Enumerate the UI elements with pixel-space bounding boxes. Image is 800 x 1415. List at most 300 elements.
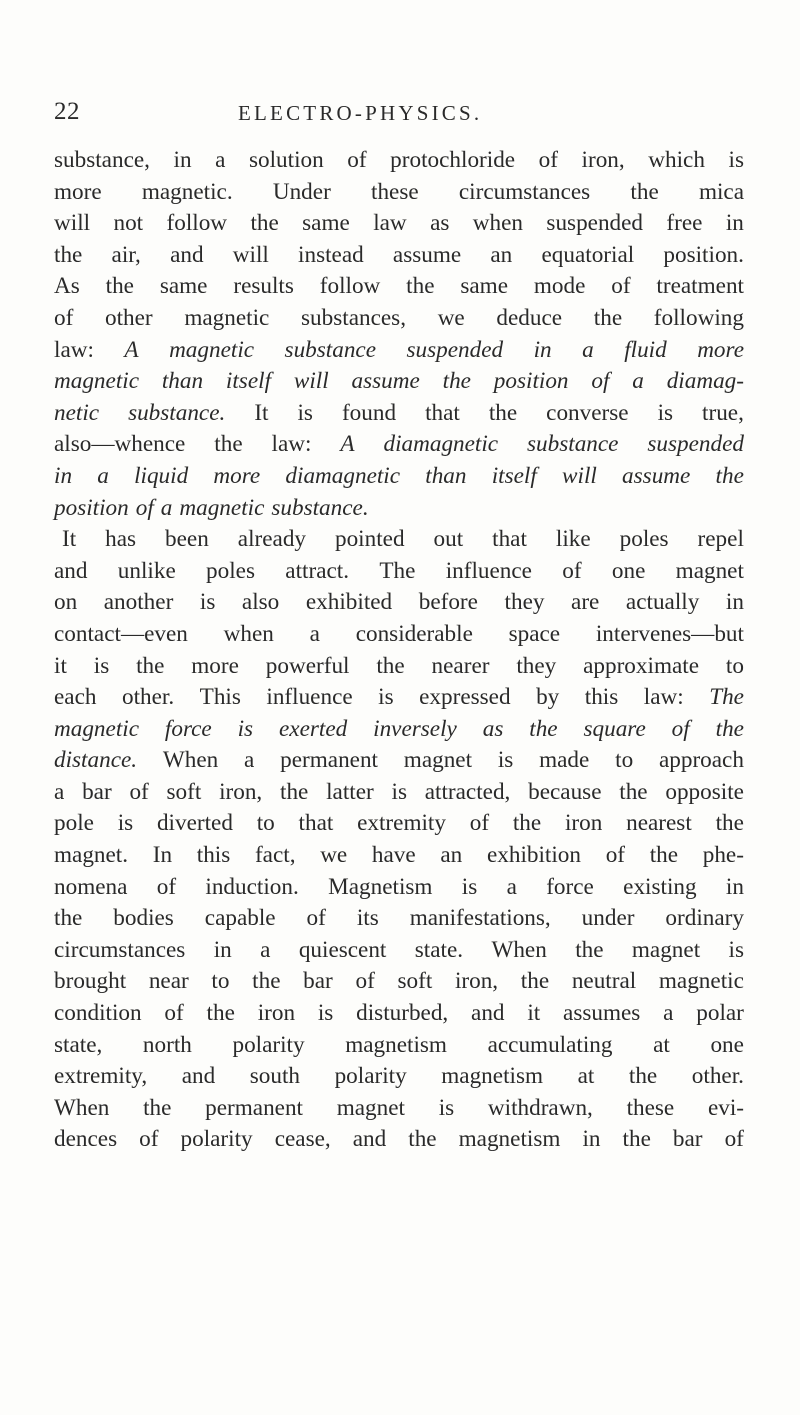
word: more <box>54 178 102 205</box>
word: unlike <box>117 557 176 584</box>
word: assume <box>351 368 420 395</box>
word: of <box>724 1126 744 1153</box>
word: like <box>555 526 591 553</box>
word: As <box>54 273 80 300</box>
text-line <box>54 651 744 683</box>
word: the <box>406 273 435 300</box>
text-line <box>54 1093 744 1125</box>
word: law: <box>643 684 684 711</box>
word: magnetism <box>458 1126 561 1153</box>
word: circumstances <box>54 936 186 963</box>
word: assumes <box>563 1000 641 1027</box>
word: influence <box>445 557 532 584</box>
word: the <box>214 431 243 458</box>
text-line <box>54 303 744 335</box>
word: mode <box>533 273 586 300</box>
word: free <box>666 210 703 237</box>
word: out <box>433 526 464 553</box>
word: existing <box>623 873 697 900</box>
word: assume <box>622 462 691 489</box>
word: law <box>373 210 407 237</box>
word: permanent <box>280 747 378 774</box>
word: than <box>161 368 204 395</box>
word: the <box>250 210 279 237</box>
word: substance <box>527 431 619 458</box>
running-head: ELECTRO-PHYSICS. <box>238 101 483 125</box>
word: the <box>136 652 165 679</box>
word: force <box>546 873 594 900</box>
word: the <box>280 778 309 805</box>
word: this <box>584 684 619 711</box>
body-text <box>54 145 744 1156</box>
word: the <box>520 968 550 995</box>
word: ordinary <box>665 905 744 932</box>
word: in <box>54 462 73 489</box>
word: The <box>709 684 744 711</box>
word: magnet <box>403 747 473 774</box>
word: polarity <box>334 1063 407 1090</box>
word: law: <box>54 336 94 363</box>
word: a <box>215 147 226 173</box>
word: the <box>488 399 518 426</box>
text-line <box>54 556 744 588</box>
word: the <box>715 715 744 742</box>
word: not <box>113 210 144 237</box>
word: approximate <box>583 652 700 679</box>
word: this <box>196 842 231 869</box>
word: the <box>206 1000 235 1027</box>
word: the <box>252 968 281 995</box>
word: fluid <box>624 336 667 363</box>
word: inversely <box>373 715 457 742</box>
word: in <box>582 1126 601 1153</box>
text-line <box>54 366 744 398</box>
word: each <box>54 684 97 711</box>
word: diamagnetic <box>285 462 401 489</box>
word: is <box>117 810 134 837</box>
word: more <box>697 336 744 363</box>
word: itself <box>225 368 272 395</box>
word: the <box>408 1126 437 1153</box>
word: also <box>241 589 280 616</box>
word: expressed <box>419 684 511 711</box>
word: magnetic <box>179 494 265 521</box>
word: law: <box>271 431 312 458</box>
word: quiescent <box>298 936 387 963</box>
word: and <box>170 241 204 268</box>
word: of <box>355 968 375 995</box>
word: The <box>379 557 416 584</box>
text-line <box>54 177 744 209</box>
word: in <box>533 336 552 363</box>
word: square <box>583 715 646 742</box>
word: more <box>213 462 261 489</box>
word: the <box>593 304 623 331</box>
word: one <box>710 1031 744 1058</box>
word: of <box>306 905 326 932</box>
text-line <box>54 966 744 998</box>
word: evi- <box>707 1094 744 1121</box>
word: when <box>472 210 524 237</box>
page-number: 22 <box>54 98 80 125</box>
text-line <box>54 335 744 367</box>
word: of <box>54 304 74 331</box>
word: the <box>376 652 405 679</box>
word: protochloride <box>390 147 516 173</box>
word: actually <box>625 589 700 616</box>
word: of <box>538 147 558 173</box>
word: iron, <box>581 147 625 173</box>
word: the <box>715 462 744 489</box>
word: an <box>440 842 463 869</box>
word: more <box>191 652 239 679</box>
word: the <box>630 178 659 205</box>
word: distance. <box>54 747 138 774</box>
word: bar <box>82 778 112 805</box>
word: Magnetism <box>328 873 433 900</box>
word: cease, <box>274 1126 331 1153</box>
word: is <box>497 747 514 774</box>
word: exerted <box>278 715 348 742</box>
word: it <box>54 652 67 679</box>
word: treatment <box>656 273 744 300</box>
word: results <box>233 273 294 300</box>
word: at <box>577 1063 595 1090</box>
word: as <box>430 210 450 237</box>
word: we <box>437 304 465 331</box>
word: of <box>611 273 631 300</box>
text-line <box>54 840 744 872</box>
word: iron <box>257 1000 296 1027</box>
word: north <box>142 1031 192 1058</box>
word: these <box>626 1094 675 1121</box>
word: the <box>143 1094 172 1121</box>
word: and <box>352 1126 387 1153</box>
text-line <box>54 935 744 967</box>
word: same <box>302 210 350 237</box>
word: considerable <box>355 620 473 647</box>
word: made <box>539 747 590 774</box>
word: a <box>260 936 271 963</box>
word: soft <box>166 778 202 805</box>
word: is <box>657 399 674 426</box>
word: repel <box>697 526 744 553</box>
word: substance <box>284 336 376 363</box>
word: magnet. <box>54 842 129 869</box>
word: dences <box>54 1126 118 1153</box>
word: When <box>491 936 547 963</box>
word: been <box>165 526 209 553</box>
word: When <box>54 1094 110 1121</box>
word: that <box>492 526 527 553</box>
word: magnetic <box>169 336 255 363</box>
word: under <box>581 905 635 932</box>
word: the <box>649 842 679 869</box>
word: that <box>298 810 334 837</box>
word: converse <box>546 399 629 426</box>
word: an <box>490 241 513 268</box>
word: pointed <box>334 526 405 553</box>
text-line <box>54 524 744 556</box>
word: condition <box>54 1000 142 1027</box>
word: instead <box>298 241 364 268</box>
word: which <box>648 147 705 173</box>
word: of <box>562 557 582 584</box>
text-line <box>54 903 744 935</box>
word: of <box>139 1126 159 1153</box>
word: will <box>293 368 329 395</box>
word: A <box>340 431 355 458</box>
word: follow <box>319 273 381 300</box>
word: capable <box>204 905 276 932</box>
word: magnetic <box>658 968 744 995</box>
text-line <box>54 429 744 461</box>
word: suspended <box>647 431 744 458</box>
word: than <box>425 462 467 489</box>
word: the <box>512 810 542 837</box>
word: of <box>591 368 610 395</box>
word: a <box>97 462 109 489</box>
word: circumstances <box>458 178 591 205</box>
word: south <box>249 1063 301 1090</box>
word: netic <box>54 399 100 426</box>
word: magnet <box>336 1094 405 1121</box>
word: position. <box>663 241 744 268</box>
word: of <box>347 147 367 173</box>
word: nearer <box>431 652 490 679</box>
word: is <box>297 399 313 426</box>
word: assume <box>392 241 462 268</box>
word: in <box>213 936 232 963</box>
word: iron, <box>454 968 499 995</box>
word: have <box>371 842 416 869</box>
word: is <box>461 873 478 900</box>
word: because <box>528 778 602 805</box>
word: other <box>105 304 153 331</box>
word: its <box>356 905 379 932</box>
word: another <box>103 589 174 616</box>
word: a <box>160 494 173 521</box>
word: are <box>571 589 600 616</box>
word: suspended <box>406 336 504 363</box>
word: extremity, <box>54 1063 148 1090</box>
word: poles <box>206 557 255 584</box>
word: state. <box>414 936 464 963</box>
word: induction. <box>205 873 299 900</box>
word: they <box>516 652 557 679</box>
word: suspended <box>546 210 644 237</box>
word: mica <box>698 178 744 205</box>
word: brought <box>54 968 127 995</box>
word: of <box>469 810 490 837</box>
word: exhibition <box>486 842 581 869</box>
text-line <box>54 682 744 714</box>
word: of <box>129 778 149 805</box>
word: a <box>582 336 594 363</box>
text-line <box>54 619 744 651</box>
text-line <box>54 1030 744 1062</box>
word: magnetic. <box>141 178 233 205</box>
word: will <box>562 462 597 489</box>
word: powerful <box>265 652 350 679</box>
word: liquid <box>134 462 189 489</box>
text-line <box>54 714 744 746</box>
word: a <box>309 620 320 647</box>
word: This <box>199 684 241 711</box>
word: attracted, <box>424 778 511 805</box>
text-line <box>54 271 744 303</box>
word: of <box>135 494 154 521</box>
word: following <box>653 304 744 331</box>
word: also—whence <box>54 431 186 458</box>
word: neutral <box>571 968 637 995</box>
word: iron, <box>219 778 263 805</box>
word: When <box>162 747 219 774</box>
word: same <box>159 273 208 300</box>
word: polarity <box>232 1031 305 1058</box>
word: the <box>575 936 604 963</box>
word: the <box>54 241 83 268</box>
word: we <box>320 842 348 869</box>
word: the <box>628 1063 658 1090</box>
word: at <box>653 1031 670 1058</box>
word: poles <box>619 526 669 553</box>
text-line <box>54 1124 744 1156</box>
word: other. <box>691 1063 744 1090</box>
word: a <box>506 873 517 900</box>
word: is <box>378 684 394 711</box>
word: other. <box>121 684 175 711</box>
word: near <box>148 968 189 995</box>
word: contact—even <box>54 620 188 647</box>
word: a <box>54 778 65 805</box>
word: as <box>482 715 504 742</box>
word: already <box>237 526 307 553</box>
word: is <box>317 1000 334 1027</box>
word: and <box>54 557 88 584</box>
word: Under <box>272 178 331 205</box>
word: in <box>173 147 192 173</box>
word: the <box>54 905 83 932</box>
word: position <box>493 368 569 395</box>
text-line <box>54 240 744 272</box>
word: permanent <box>205 1094 303 1121</box>
word: magnet <box>675 557 744 584</box>
word: It <box>254 399 269 426</box>
word: polarity <box>180 1126 253 1153</box>
word: accumulating <box>487 1031 613 1058</box>
text-line <box>54 145 744 177</box>
word: intervenes—but <box>595 620 744 647</box>
text-line <box>54 872 744 904</box>
word: substances, <box>301 304 406 331</box>
word: diverted <box>156 810 233 837</box>
word: to <box>256 810 275 837</box>
word: in <box>725 873 744 900</box>
word: force <box>164 715 212 742</box>
word: will <box>54 210 91 237</box>
word: extremity <box>357 810 446 837</box>
word: is <box>728 936 744 963</box>
word: and <box>181 1063 216 1090</box>
word: magnetism <box>441 1063 544 1090</box>
word: In <box>152 842 173 869</box>
word: of <box>671 715 690 742</box>
word: substance. <box>128 399 226 426</box>
word: before <box>418 589 478 616</box>
word: is <box>199 589 216 616</box>
word: manifestations, <box>409 905 551 932</box>
word: latter <box>326 778 374 805</box>
word: the <box>619 778 648 805</box>
page-header <box>54 98 744 132</box>
word: is <box>728 147 744 173</box>
word: magnetism <box>345 1031 447 1058</box>
word: and <box>471 1000 505 1027</box>
text-line <box>54 998 744 1030</box>
word: bodies <box>113 905 174 932</box>
word: nomena <box>54 873 128 900</box>
word: disturbed, <box>356 1000 449 1027</box>
word: withdrawn, <box>487 1094 593 1121</box>
word: iron <box>564 810 603 837</box>
word: deduce <box>496 304 563 331</box>
text-line <box>54 398 744 430</box>
word: of <box>605 842 626 869</box>
word: diamag- <box>666 368 744 395</box>
word: diamagnetic <box>383 431 499 458</box>
word: same <box>460 273 508 300</box>
word: to <box>615 747 634 774</box>
word: follow <box>166 210 228 237</box>
word: air, <box>111 241 141 268</box>
word: that <box>425 399 460 426</box>
word: a <box>632 368 644 395</box>
word: a <box>663 1000 674 1027</box>
word: will <box>232 241 269 268</box>
word: exhibited <box>305 589 393 616</box>
word: the <box>529 715 558 742</box>
word: is <box>237 715 254 742</box>
word: position <box>54 494 129 521</box>
text-line <box>54 808 744 840</box>
word: these <box>371 178 419 205</box>
word: substance. <box>271 494 369 521</box>
word: to <box>725 652 744 679</box>
word: true, <box>702 399 744 426</box>
word: is <box>391 778 407 805</box>
text-line <box>54 1061 744 1093</box>
word: is <box>438 1094 455 1121</box>
word: on <box>54 589 78 616</box>
word: has <box>105 526 137 553</box>
word: magnet <box>631 936 701 963</box>
word: bar <box>303 968 333 995</box>
word: in <box>725 589 744 616</box>
word: attract. <box>285 557 350 584</box>
word: one <box>611 557 646 584</box>
word: It <box>62 526 77 553</box>
word: substance, <box>54 147 150 173</box>
word: influence <box>266 684 353 711</box>
word: equatorial <box>541 241 635 268</box>
word: pole <box>54 810 94 837</box>
word: space <box>508 620 561 647</box>
text-line <box>54 461 744 493</box>
word: the <box>105 273 134 300</box>
word: to <box>211 968 230 995</box>
word: when <box>223 620 274 647</box>
